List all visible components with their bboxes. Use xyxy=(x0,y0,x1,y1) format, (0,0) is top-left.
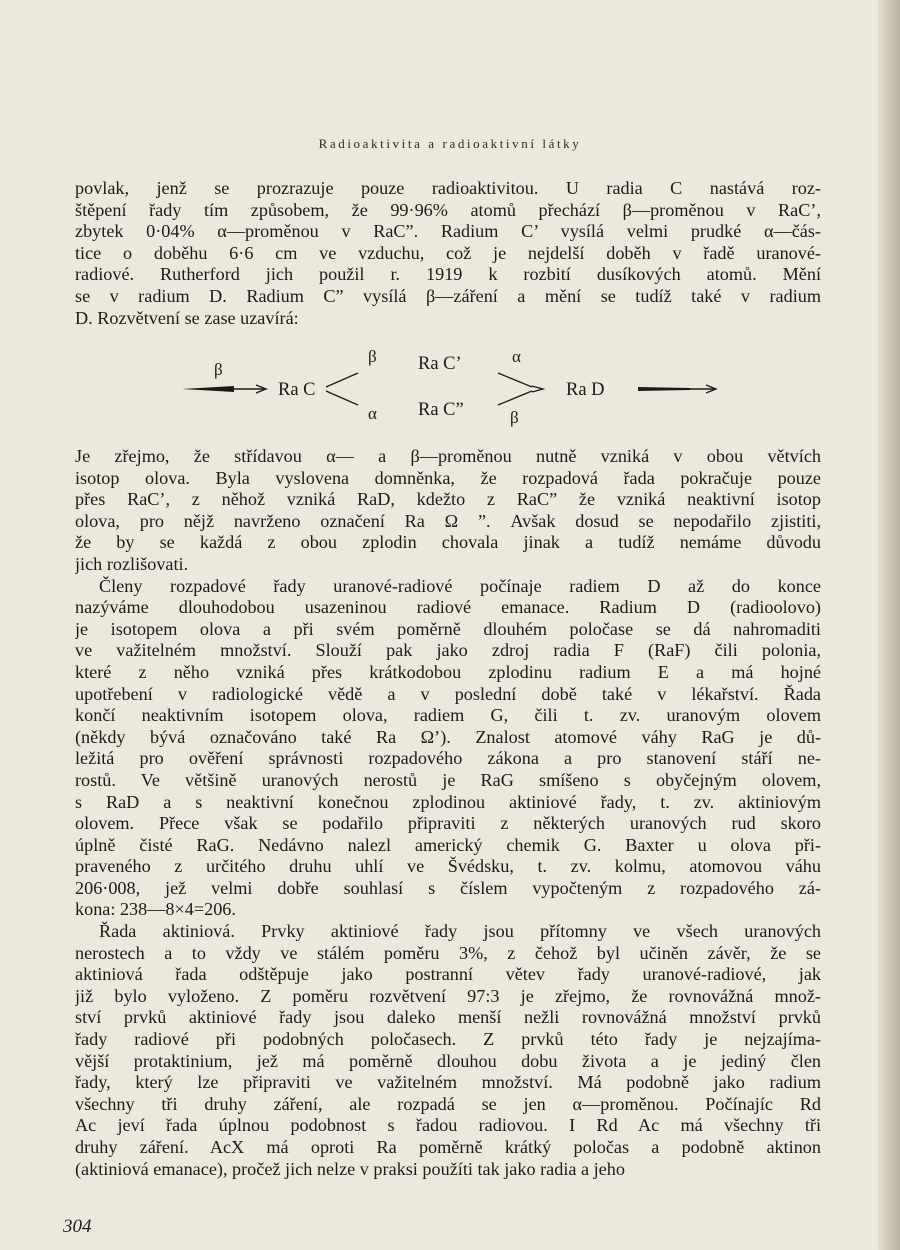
split-lower-line xyxy=(326,391,358,405)
alpha-upper-label: α xyxy=(512,347,521,366)
ra-c-prime-label: Ra C’ xyxy=(418,354,462,374)
beta-upper-label: β xyxy=(368,347,377,366)
arrow-in-shaft xyxy=(182,386,234,392)
text-line: Členy rozpadové řady uranové-radiové počínaje radiem D až do konce xyxy=(99,575,821,596)
page-number: 304 xyxy=(63,1216,92,1237)
text-line: kona: 238—8×4=206. xyxy=(75,899,236,920)
text-line: končí neaktivním isotopem olova, radiem G, čili t. zv. uranovým olovem xyxy=(75,705,821,726)
split-upper-line xyxy=(326,373,358,387)
alpha-lower-label: α xyxy=(368,404,377,423)
text-line: olova, pro nějž navrženo označení Ra Ω ”. Avšak dosud se nepodařilo zjistiti, xyxy=(75,510,821,531)
text-line: se v radium D. Radium C” vysílá β—záření a mění se tudíž také v radium xyxy=(75,285,821,306)
text-line: již bylo vyloženo. Z poměru rozvětvení 97:3 je zřejmo, že rovnovážná množ- xyxy=(75,985,821,1006)
text-line: vější protaktinium, jež má poměrně dlouhou dobu života a je jediný člen xyxy=(75,1050,821,1071)
branching-decay-diagram xyxy=(170,342,730,434)
text-line: všechny tři druhy záření, ale rozpadá se jen α—proměnou. Počínajíc Rd xyxy=(75,1093,821,1114)
text-line: 206·008, jež velmi dobře souhlasí s číslem vypočteným z rozpadového zá- xyxy=(75,877,821,898)
text-line: ve važitelném množství. Slouží pak jako zdroj radia F (RaF) čili polonia, xyxy=(75,640,821,661)
text-block-intro xyxy=(75,178,821,329)
text-line: druhy záření. AcX má oproti Ra poměrně krátký poločas a podobně aktinon xyxy=(75,1137,821,1157)
text-line: ležitá pro ověření správnosti rozpadového zákona a pro stanovení stáří ne- xyxy=(75,748,821,769)
arrow-out-shaft xyxy=(638,387,690,391)
text-line: tice o doběhu 6·6 cm ve vzduchu, což je nejdelší doběh v řadě uranové- xyxy=(75,242,821,263)
text-line: radiové. Rutherford jich použil r. 1919 k rozbití dusíkových atomů. Mění xyxy=(75,264,821,285)
text-line: (někdy bývá označováno také Ra Ω’). Znalost atomové váhy RaG je dů- xyxy=(75,726,821,747)
text-line: Je zřejmo, že střídavou α— a β—proměnou nutně vzniká v obou větvích xyxy=(75,446,821,466)
merge-arrow-head xyxy=(532,386,543,392)
text-line: Ac jeví řada úplnou podobnost s řadou radiovou. I Rd Ac má všechny tři xyxy=(75,1115,821,1136)
beta-in-label: β xyxy=(214,360,223,379)
text-line: jich rozlišovati. xyxy=(75,553,189,574)
text-line: (aktiniová emanace), pročež jich nelze v praksi použíti tak jako radia a jeho xyxy=(75,1158,625,1179)
text-line: štěpení řady tím způsobem, že 99·96% atomů přechází β—proměnou v RaC’, xyxy=(75,199,821,220)
merge-lower-line xyxy=(498,391,532,405)
text-line: nazýváme dlouhodobou usazeninou radiové emanace. Radium D (radioolovo) xyxy=(75,597,821,618)
text-line: je isotopem olova a při svém poměrně dlouhém poločase se dá nahromaditi xyxy=(75,618,821,639)
text-line: řady radiové při podobných poločasech. Z prvků této řady je nejzajíma- xyxy=(75,1029,821,1050)
text-line: nerostech a to vždy ve stálém poměru 3%, z čehož byl učiněn závěr, že se xyxy=(75,942,821,963)
merge-upper-line xyxy=(498,373,532,387)
page-edge-shadow xyxy=(878,0,900,1250)
text-line: s RaD a s neaktivní konečnou zplodinou aktiniové řady, t. zv. aktiniovým xyxy=(75,791,821,812)
text-line: že by se každá z obou zplodin chovala jinak a tudíž nemáme důvodu xyxy=(75,532,821,553)
text-line: rostů. Ve většině uranových nerostů je RaG smíšeno s obyčejným olovem, xyxy=(75,769,821,790)
text-line: zbytek 0·04% α—proměnou v RaC”. Radium C’ vysílá velmi prudké α—čás- xyxy=(75,221,821,242)
text-line: olovem. Přece však se podařilo připraviti z některých uranových rud skoro xyxy=(75,813,821,834)
running-head: Radioaktivita a radioaktivní látky xyxy=(318,136,582,151)
text-line: řady, který lze připraviti ve važitelném množství. Má podobně jako radium xyxy=(75,1072,821,1093)
ra-d-label: Ra D xyxy=(566,380,605,400)
text-line: aktiniová řada odštěpuje jako postranní větev řady uranové-radiové, jak xyxy=(75,964,821,985)
text-line: isotop olova. Byla vyslovena domněnka, že rozpadová řada pokračuje pouze xyxy=(75,467,821,488)
text-line: přes RaC’, z něhož vzniká RaD, kdežto z RaC” že vzniká neaktivní isotop xyxy=(75,489,821,510)
text-line: ství prvků aktiniové řady jsou daleko menší nežli rovnovážná množství prvků xyxy=(75,1007,821,1028)
text-block-main xyxy=(75,446,821,1180)
text-line: povlak, jenž se prozrazuje pouze radioaktivitou. U radia C nastává roz- xyxy=(75,178,821,198)
text-line: upotřebení v radiologické vědě a v poslední době také v lékařství. Řada xyxy=(75,683,821,704)
text-line: praveného z určitého druhu uhlí ve Švédsku, t. zv. kolmu, atomovou váhu xyxy=(75,856,821,877)
text-line: Řada aktiniová. Prvky aktiniové řady jsou přítomny ve všech uranových xyxy=(99,921,821,942)
text-line: D. Rozvětvení se zase uzavírá: xyxy=(75,307,299,328)
text-line: úplně čisté RaG. Nedávno nalezl americký chemik G. Baxter u olova při- xyxy=(75,834,821,855)
text-line: které z něho vzniká přes krátkodobou zplodinu radium E a má hojné xyxy=(75,661,821,682)
beta-lower-label: β xyxy=(510,408,519,427)
ra-c-double-prime-label: Ra C” xyxy=(418,400,464,420)
ra-c-label: Ra C xyxy=(278,380,316,400)
